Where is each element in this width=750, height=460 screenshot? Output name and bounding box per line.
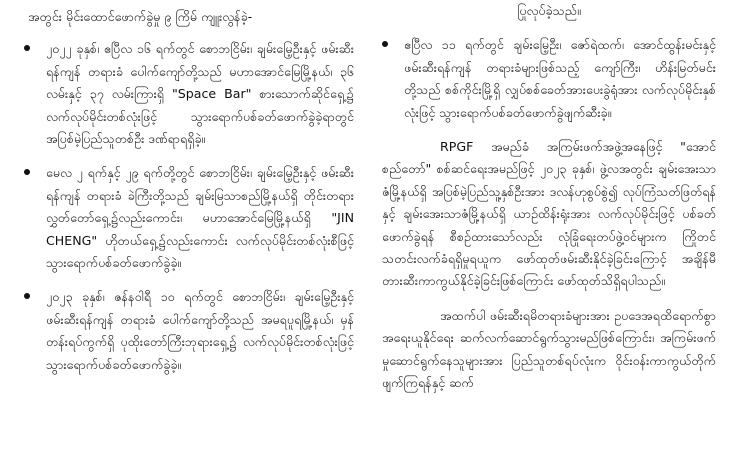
list-item-text: ၂၀၂၃ ခုနှစ်၊ ဇန်နဝါရီ ၁၀ ရက်တွင် စောဘငြိမ်း၊ ချမ်းမြေ့ဦးနှင့် ဖမ်းဆီးရန်ကျန် တရားခံ ပေါက်ကျော်တို့သည် အမရပူရမြို့နယ်၊ မှန်တန်းရပ်ကွက်ရှိ ပုထိုးတော်ကြီးဘုရားရှေ့၌ လက်လုပ်မိုင်းတစ်လုံးဖြင့် သွားရောက်ပစ်ခတ်ဖောက်ခွဲခဲ့။ <box>46 289 354 372</box>
bullet-icon <box>24 45 30 51</box>
list-item <box>24 286 354 376</box>
bullet-icon <box>382 41 388 47</box>
list-item <box>382 34 716 124</box>
bullet-icon <box>24 169 30 175</box>
body-paragraph: အထက်ပါ ဖမ်းဆီးရမိတရားခံများအား ဥပဒေအရထိရောက်စွာအရေးယူနိုင်ရေး ဆက်လက်ဆောင်ရွက်သွားမည်ဖြစ်ကြောင်း၊ အကြမ်းဖက်မှုဆောင်ရွက်နေသူများအား ပြည်သူတစ်ရပ်လုံးက ဝိုင်းဝန်းကာကွယ်တိုက်ဖျက်ကြရန်နှင့် ဆက် <box>382 307 716 391</box>
list-item-text: မေလ ၂ ရက်နှင့် ၂၉ ရက်တို့တွင် စောဘငြိမ်း၊ ချမ်းမြေ့ဦးနှင့် ဖမ်းဆီးရန်ကျန် တရားခံ ခဲကြီးတို့သည် ချမ်းမြသာစည်မြို့နယ်ရှိ တိုင်းတရားလွှတ်တော်ရှေ့၌လည်းကောင်း၊ မဟာအောင်မြေမြို့နယ်ရှိ "JIN CHENG" ဟိုတယ်ရှေ့၌လည်းကောင်း လက်လုပ်မိုင်းတစ်လုံးစီဖြင့် သွားရောက်ပစ်ခတ်ဖောက်ခွဲခဲ့။ <box>46 165 354 271</box>
bullet-icon <box>24 293 30 299</box>
list-item-text: ၂၀၂၂ ခုနှစ်၊ ဧပြီလ ၁၆ ရက်တွင် စောဘငြိမ်း၊ ချမ်းမြေ့ဦးနှင့် ဖမ်းဆီးရန်ကျန် တရားခံ ပေါက်ကျော်တို့သည် မဟာအောင်မြေမြို့နယ်၊ ၃၆ လမ်းနှင့် ၃၇ လမ်းကြားရှိ "Space Bar" စားသောက်ဆိုင်ရှေ့၌ လက်လုပ်မိုင်းတစ်လုံးဖြင့် သွားရောက်ပစ်ခတ်ဖောက်ခွဲခဲ့ရာတွင် အပြစ်မဲ့ပြည်သူတစ်ဦး ဒဏ်ရာရရှိခဲ့။ <box>46 41 354 147</box>
intro-text: အတွင်း မိုင်းထောင်ဖောက်ခွဲမှု ၉ ကြိမ် ကျူးလွန်ခဲ့- <box>28 9 253 24</box>
top-fragment: ပြုလုပ်ခဲ့သည်။ <box>517 3 581 18</box>
body-paragraph: RPGF အမည်ခံ အကြမ်းဖက်အဖွဲ့အနေဖြင့် "အောင်စည်တော်" စစ်ဆင်ရေးအမည်ဖြင့် ၂၀၂၃ ခုနှစ်၊ ဖွဲ့လအတွင်း ချမ်းအေးသာဇံမြို့နယ်ရှိ အပြစ်မဲ့ပြည်သူ့နှစ်ဦးအား ဒလန်ဟုစွပ်စွဲ၍ လုပ်ကြံသတ်ဖြတ်ရန်နှင့် ချမ်းအေးသာဇံမြို့နယ်ရှိ ယာဉ်ထိန်းရုံးအား လက်လုပ်မိုင်းဖြင့် ပစ်ခတ်ဖောက်ခွဲရန် စီစဉ်ထားသော်လည်း လုံခြုံရေးတပ်ဖွဲ့ဝင်များက ကြိုတင်သတင်းလက်ခံရရှိမှုရယူက ဖော်ထုတ်ဖမ်းဆီးနိုင်ခဲ့ခြင်းကြောင့် အချိန်မီတားဆီးကာကွယ်နိုင်ခဲ့ခြင်းဖြစ်ကြောင်း ဖော်ထုတ်သိရှိရပါသည်။ <box>382 139 716 289</box>
list-item <box>24 162 354 274</box>
list-item-text: ဧပြီလ ၁၁ ရက်တွင် ချမ်းမြေ့ဦး၊ ဇော်ရဲထက်၊ အောင်ထွန်းမင်းနှင့် ဖမ်းဆီးရန်ကျန် တရားခံများဖြစ်သည့် ကျော်ကြီး၊ ဟိန်းမြတ်မင်းတို့သည် စစ်ကိုင်းမြို့ရှိ လျှပ်စစ်ခေတ်အားပေးခွဲရုံအား လက်လုပ်မိုင်းနှစ်လုံးဖြင့် သွားရောက်ပစ်ခတ်ဖောက်ခွဲဖျက်ဆီးခဲ့။ <box>404 37 716 120</box>
left-column <box>24 0 354 460</box>
right-column <box>382 0 716 460</box>
list-item <box>24 38 354 150</box>
